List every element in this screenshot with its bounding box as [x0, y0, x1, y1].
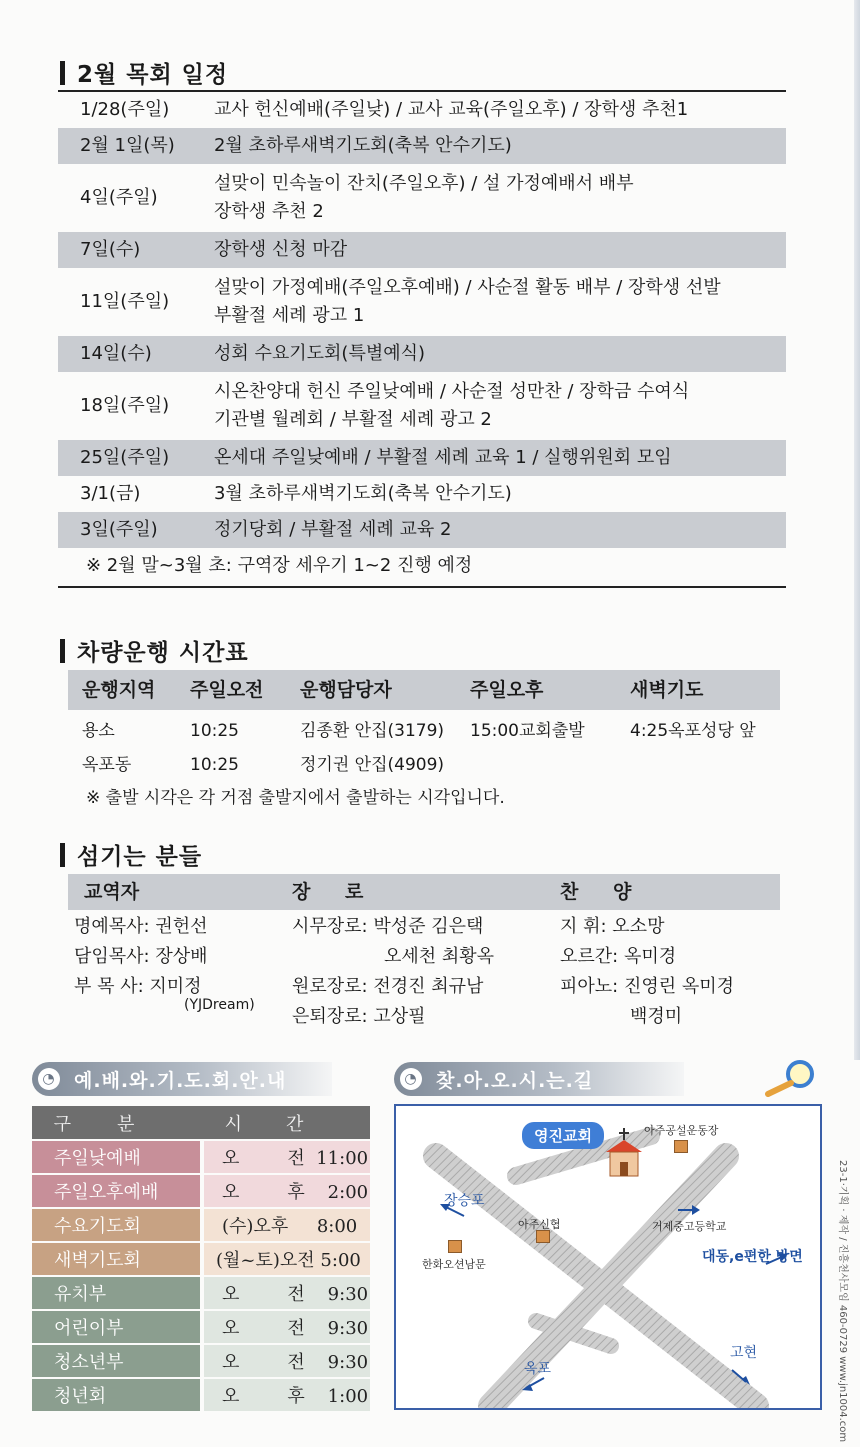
vehicle-cell: [630, 748, 780, 782]
worship-name: 새벽기도회: [32, 1242, 202, 1276]
music-column: [560, 912, 780, 1032]
servers-header-cell: 장 로: [292, 881, 378, 903]
minister-line: [74, 942, 292, 972]
schedule-line: 시온찬양대 헌신 주일낮예배 / 사순절 성만찬 / 장학금 수여식: [214, 381, 690, 402]
worship-row: [32, 1140, 370, 1174]
schedule-row: [58, 232, 786, 268]
time-part: 후: [287, 1182, 305, 1203]
music-line: [560, 912, 780, 942]
elder-line: [292, 972, 560, 1002]
map-label-geoje-school: 거제중고등학교: [652, 1220, 727, 1233]
worship-row: [32, 1344, 370, 1378]
schedule-row: [58, 512, 786, 548]
schedule-row: [58, 164, 786, 232]
schedule-desc: [214, 444, 786, 472]
schedule-row: [58, 128, 786, 164]
map-label-hanwha: 한화오션남문: [422, 1258, 486, 1271]
schedule-desc: [214, 96, 786, 124]
worship-name: 주일낮예배: [32, 1140, 202, 1174]
worship-header: [32, 1062, 332, 1096]
worship-row: [32, 1242, 370, 1276]
time-value: 5:00: [320, 1250, 361, 1271]
vehicle-title: [60, 634, 249, 667]
time-part: 전: [287, 1352, 305, 1373]
schedule-line: 부활절 세례 광고 1: [214, 305, 365, 326]
worship-header-cell: 구분: [32, 1106, 202, 1140]
schedule-date: 14일(수): [80, 343, 152, 364]
schedule-line: 설맞이 가정예배(주일오후예배) / 사순절 활동 배부 / 장학생 선발: [214, 277, 721, 298]
vehicle-header-cell: 운행담당자: [300, 679, 392, 701]
schedule-date: 11일(주일): [80, 291, 170, 312]
servers-header: [68, 874, 780, 910]
schedule-date: 25일(주일): [80, 447, 170, 468]
worship-header-row: [32, 1106, 370, 1140]
ministers-column: [68, 912, 292, 1032]
schedule-date: 2월 1일(목): [80, 135, 175, 156]
worship-time: [202, 1276, 370, 1310]
time-part: 전: [287, 1148, 305, 1169]
elder-line: [292, 1002, 560, 1032]
role-label: 피아노:: [560, 976, 619, 997]
music-line: [560, 942, 780, 972]
person-name: 오세천 최황옥: [384, 946, 495, 967]
time-value: 8:00: [316, 1216, 358, 1237]
role-label: 은퇴장로:: [292, 1006, 368, 1027]
vehicle-cell: 10:25: [190, 755, 239, 775]
person-name: 진영린 옥미경: [623, 976, 735, 997]
worship-header-cell: 시간: [202, 1106, 370, 1140]
elder-line: [292, 912, 560, 942]
person-name: 장상배: [155, 946, 208, 967]
schedule-row: [58, 268, 786, 336]
role-label: 오르간:: [560, 946, 619, 967]
schedule-desc: [214, 274, 786, 330]
time-part: 오: [222, 1148, 240, 1169]
schedule-line: 정기당회 / 부활절 세례 교육 2: [214, 519, 452, 540]
schedule-line: 2월 초하루새벽기도회(축복 안수기도): [214, 135, 512, 156]
worship-title: 예.배.와.기.도.회.안.내: [74, 1069, 287, 1092]
worship-time: [202, 1208, 370, 1242]
schedule-date: 18일(주일): [80, 395, 170, 416]
elders-column: [292, 912, 560, 1032]
building-icon: [448, 1240, 462, 1253]
worship-name: 유치부: [32, 1276, 202, 1310]
title-bar: [60, 843, 65, 867]
map-label-gohyeon: 고현: [730, 1345, 758, 1361]
person-name: 박성준 김은택: [373, 916, 484, 937]
role-label: 명예목사:: [74, 916, 150, 937]
schedule-line: 교사 헌신예배(주일낮) / 교사 교육(주일오후) / 장학생 추천1: [214, 99, 689, 120]
globe-icon: ◔: [400, 1068, 422, 1090]
map-label-aju-coop: 아주신협: [518, 1218, 561, 1231]
servers-table: [68, 874, 780, 1032]
person-name: 고상필: [373, 1006, 426, 1027]
vehicle-header-cell: 새벽기도: [630, 679, 704, 701]
time-part: 전: [287, 1284, 305, 1305]
vehicle-header-cell: 주일오후: [470, 679, 544, 701]
schedule-desc: [214, 480, 786, 508]
schedule-desc: [214, 378, 786, 434]
worship-name: 주일오후예배: [32, 1174, 202, 1208]
music-line: [560, 972, 780, 1002]
role-label: 부 목 사:: [74, 976, 144, 997]
vehicle-cell: 옥포동: [82, 755, 132, 775]
schedule-desc: [214, 516, 786, 544]
worship-table: [32, 1106, 370, 1413]
worship-time: [202, 1378, 370, 1412]
servers-header-cell: 찬 양: [560, 881, 646, 903]
vehicle-cell: 15:00교회출발: [470, 721, 585, 741]
map-label-daedong: 대동,e편한 방면: [702, 1249, 803, 1265]
vehicle-header-cell: 운행지역: [82, 679, 156, 701]
servers-title-text: 섬기는 분들: [77, 844, 203, 870]
minister-subtitle: (YJDream): [184, 997, 255, 1013]
schedule-title: [60, 56, 228, 89]
magnifier-icon: [762, 1058, 820, 1098]
vehicle-table: [68, 670, 780, 814]
time-value: 1:00: [327, 1386, 369, 1407]
schedule-date: 3일(주일): [80, 519, 158, 540]
minister-line: [74, 912, 292, 942]
worship-name: 어린이부: [32, 1310, 202, 1344]
worship-time: [202, 1344, 370, 1378]
schedule-table: [58, 90, 786, 588]
church-label: 영진교회: [522, 1122, 604, 1149]
schedule-row: [58, 336, 786, 372]
schedule-row: [58, 372, 786, 440]
worship-time: [202, 1310, 370, 1344]
worship-name: 청소년부: [32, 1344, 202, 1378]
person-name: 전경진 최규남: [373, 976, 484, 997]
time-part: 전: [287, 1318, 305, 1339]
schedule-line: 장학생 신청 마감: [214, 239, 348, 260]
worship-time: [202, 1242, 370, 1276]
time-part: 오: [222, 1386, 240, 1407]
vehicle-cell: 김종환 안집(3179): [300, 721, 445, 741]
schedule-line: 온세대 주일낮예배 / 부활절 세례 교육 1 / 실행위원회 모임: [214, 447, 672, 468]
vehicle-cell: 정기권 안집(4909): [300, 755, 445, 775]
schedule-date: 7일(수): [80, 239, 141, 260]
title-bar: [60, 61, 65, 85]
vehicle-cell: 용소: [82, 721, 115, 741]
worship-row: [32, 1310, 370, 1344]
vehicle-row: [68, 748, 780, 782]
time-part: 오: [222, 1318, 240, 1339]
schedule-note: ※ 2월 말~3월 초: 구역장 세우기 1~2 진행 예정: [86, 555, 473, 576]
worship-name: 청년회: [32, 1378, 202, 1412]
vehicle-header-cell: 주일오전: [190, 679, 264, 701]
time-part: 후: [287, 1386, 305, 1407]
person-name: 지미정: [149, 976, 202, 997]
worship-time: [202, 1174, 370, 1208]
time-part: 오: [222, 1352, 240, 1373]
schedule-date: 1/28(주일): [80, 99, 170, 120]
person-name: 옥미경: [623, 946, 677, 967]
worship-row: [32, 1174, 370, 1208]
role-label: 원로장로:: [292, 976, 368, 997]
time-part: 오: [222, 1284, 240, 1305]
map-label-stadium: 아주공설운동장: [644, 1124, 719, 1137]
vehicle-cell: 10:25: [190, 721, 239, 741]
schedule-line: 3월 초하루새벽기도회(축복 안수기도): [214, 483, 512, 504]
schedule-title-text: 2월 목회 일정: [77, 62, 229, 88]
schedule-line: 기관별 월례회 / 부활절 세례 광고 2: [214, 409, 492, 430]
time-part: (수)오후: [222, 1216, 289, 1237]
time-value: 11:00: [316, 1148, 369, 1169]
worship-row: [32, 1378, 370, 1412]
worship-time: [202, 1140, 370, 1174]
building-icon: [674, 1140, 688, 1153]
person-name: 권헌선: [155, 916, 208, 937]
title-bar: [60, 639, 65, 663]
time-value: 9:30: [327, 1318, 369, 1339]
map-label-okpo: 옥포: [524, 1361, 552, 1377]
page-edge: [854, 0, 860, 1060]
time-value: 9:30: [327, 1284, 369, 1305]
worship-name: 수요기도회: [32, 1208, 202, 1242]
time-value: 9:30: [327, 1352, 369, 1373]
schedule-date: 3/1(금): [80, 483, 141, 504]
schedule-line: 성회 수요기도회(특별예식): [214, 343, 426, 364]
side-credit: 23-1·기획 · 제작 / 진흥천사모임 460-0729 www.jn1004.com: [837, 1160, 848, 1443]
worship-row: [32, 1208, 370, 1242]
schedule-desc: [214, 236, 786, 264]
directions-title: 찾.아.오.시.는.길: [436, 1069, 594, 1092]
person-name: 백경미: [630, 1006, 683, 1027]
role-label: 담임목사:: [74, 946, 150, 967]
schedule-row: [58, 92, 786, 128]
time-value: 2:00: [327, 1182, 369, 1203]
time-part: (월~토)오전: [216, 1250, 315, 1271]
vehicle-header: [68, 670, 780, 710]
vehicle-note: ※ 출발 시각은 각 거점 출발지에서 출발하는 시각입니다.: [86, 788, 505, 808]
elder-line: [292, 942, 560, 972]
person-name: 오소망: [612, 916, 665, 937]
servers-body: [68, 910, 780, 1032]
schedule-desc: [214, 132, 786, 160]
schedule-row: [58, 440, 786, 476]
music-line: [560, 1002, 780, 1032]
worship-row: [32, 1276, 370, 1310]
map-label-jangseungpo: 장승포: [444, 1193, 485, 1209]
schedule-line: 장학생 추천 2: [214, 201, 324, 222]
globe-icon: ◔: [38, 1068, 60, 1090]
vehicle-title-text: 차량운행 시간표: [77, 640, 249, 666]
role-label: 시무장로:: [292, 916, 368, 937]
vehicle-cell: [470, 748, 630, 782]
directions-map: [394, 1104, 822, 1410]
schedule-desc: [214, 170, 786, 226]
servers-title: [60, 838, 202, 871]
schedule-desc: [214, 340, 786, 368]
servers-header-cell: 교역자: [84, 881, 140, 903]
role-label: 지 휘:: [560, 916, 607, 937]
schedule-row: [58, 476, 786, 512]
directions-header: [394, 1062, 684, 1096]
schedule-line: 설맞이 민속놀이 잔치(주일오후) / 설 가정예배서 배부: [214, 173, 634, 194]
vehicle-row: [68, 714, 780, 748]
schedule-date: 4일(주일): [80, 187, 158, 208]
time-part: 오: [222, 1182, 240, 1203]
vehicle-cell: 4:25옥포성당 앞: [630, 721, 756, 741]
